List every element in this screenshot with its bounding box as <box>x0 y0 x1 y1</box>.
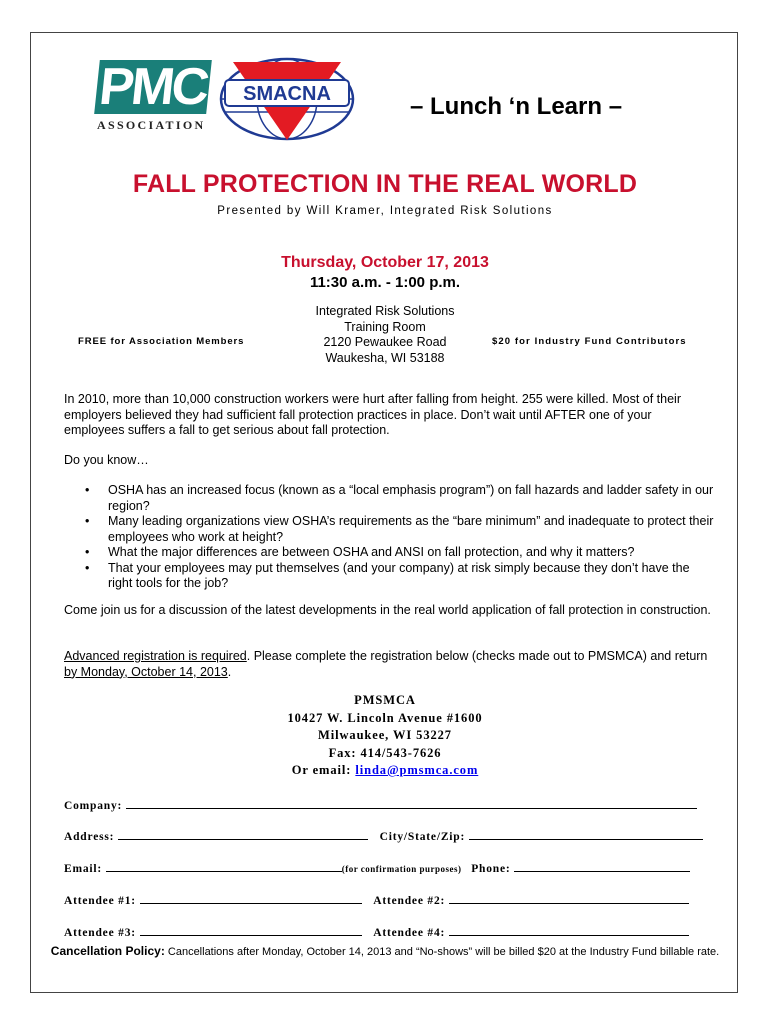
city-state-zip: Milwaukee, WI 53227 <box>318 728 452 742</box>
phone-label: Phone: <box>471 863 511 875</box>
attendee-3-field[interactable] <box>140 925 362 936</box>
bullet-icon: • <box>85 514 90 528</box>
industry-fund-price-note: $20 for Industry Fund Contributors <box>492 336 687 347</box>
event-date: Thursday, October 17, 2013 <box>281 254 489 271</box>
bullet-icon: • <box>85 545 90 559</box>
location-line: 2120 Pewaukee Road <box>323 335 447 349</box>
list-item: • OSHA has an increased focus (known as a “local emphasis program”) on fall hazards and ladder safety in our region? <box>85 483 714 513</box>
attendee-4-label: Attendee #4: <box>373 927 446 939</box>
free-for-members-note: FREE for Association Members <box>78 336 245 347</box>
cancellation-policy-text: Cancellations after Monday, October 14, 2013 and “No-shows” will be billed $20 at the Industry Fund billable rate. <box>164 946 720 958</box>
email-line: Or email: linda@pmsmca.com <box>291 763 479 777</box>
fax-number: Fax: 414/543-7626 <box>328 745 442 760</box>
address-field[interactable] <box>118 829 368 840</box>
email-link[interactable]: linda@pmsmca.com <box>355 763 479 777</box>
attendee-2-field[interactable] <box>449 893 689 904</box>
company-row <box>64 798 697 812</box>
event-location <box>285 304 485 366</box>
list-item: • That your employees may put themselves (and your company) at risk simply because they don’t have the right tools for the job? <box>85 560 690 590</box>
registration-required-text: Advanced registration is required <box>64 649 247 663</box>
smacna-logo <box>217 56 357 142</box>
lunch-n-learn-heading: – Lunch ‘n Learn – <box>410 93 623 120</box>
attendee-1-label: Attendee #1: <box>64 895 136 907</box>
attendee-row-1 <box>64 893 689 907</box>
event-title: FALL PROTECTION IN THE REAL WORLD <box>132 170 638 198</box>
cancellation-policy: Cancellation Policy: Cancellations after Monday, October 14, 2013 and “No-shows” will be billed $20 at the Industry Fund billable rate. <box>50 944 720 958</box>
company-label: Company: <box>64 800 123 812</box>
list-item: • What the major differences are between OSHA and ANSI on fall protection, and why it matters? <box>85 545 635 559</box>
phone-field[interactable] <box>514 861 690 872</box>
city-state-zip-field[interactable] <box>469 829 703 840</box>
registration-instructions: . Please complete the registration below (checks made out to PMSMCA) and return <box>246 649 708 663</box>
cancellation-policy-label: Cancellation Policy <box>50 944 161 958</box>
address-row <box>64 829 703 843</box>
presenter-line: Presented by Will Kramer, Integrated Risk Solutions <box>217 205 553 217</box>
question-list <box>64 483 714 592</box>
email-field[interactable] <box>106 861 342 872</box>
registration-paragraph: Advanced registration is required. Please complete the registration below (checks made out to PMSMCA) and return by Monday, October 14, 2013. <box>64 649 708 679</box>
bullet-icon: • <box>85 560 90 575</box>
join-us-paragraph: Come join us for a discussion of the latest developments in the real world application of fall protection in construction. <box>64 603 711 617</box>
attendee-1-field[interactable] <box>140 893 362 904</box>
intro-paragraph: In 2010, more than 10,000 construction workers were hurt after falling from height. 255 were killed. Most of their employers believed they had sufficient fall protection practices in place. Don’t wait until AFTER one of your employees suffers a fall to get serious about fall protection. <box>64 392 681 437</box>
street-address: 10427 W. Lincoln Avenue #1600 <box>287 710 483 725</box>
location-line: Waukesha, WI 53188 <box>325 350 445 365</box>
email-label: Email: <box>64 863 103 875</box>
attendee-3-label: Attendee #3: <box>64 927 136 939</box>
city-state-zip-label: City/State/Zip: <box>379 831 466 843</box>
location-line: Training Room <box>344 319 426 334</box>
bullet-icon: • <box>85 483 90 497</box>
list-item: • Many leading organizations view OSHA’s requirements as the “bare minimum” and inadequate to protect their employees who work at height? <box>85 514 714 544</box>
email-note: (for confirmation purposes) <box>341 864 462 874</box>
address-label: Address: <box>64 831 115 843</box>
attendee-2-label: Attendee #2: <box>373 895 446 907</box>
smacna-logo-text: SMACNA <box>243 83 331 105</box>
pmc-logo-letters: PMC <box>94 60 212 114</box>
do-you-know-text: Do you know… <box>64 453 149 467</box>
email-phone-row <box>64 861 690 875</box>
pmc-logo-subtext: ASSOCIATION <box>97 118 206 132</box>
company-field[interactable] <box>126 798 697 809</box>
registration-deadline: by Monday, October 14, 2013 <box>64 664 228 679</box>
mailing-address <box>0 692 770 780</box>
attendee-row-2 <box>64 925 689 939</box>
event-time: 11:30 a.m. - 1:00 p.m. <box>309 274 461 291</box>
attendee-4-field[interactable] <box>449 925 689 936</box>
pmc-association-logo <box>97 60 213 134</box>
location-line: Integrated Risk Solutions <box>315 304 455 318</box>
org-name: PMSMCA <box>354 693 416 707</box>
